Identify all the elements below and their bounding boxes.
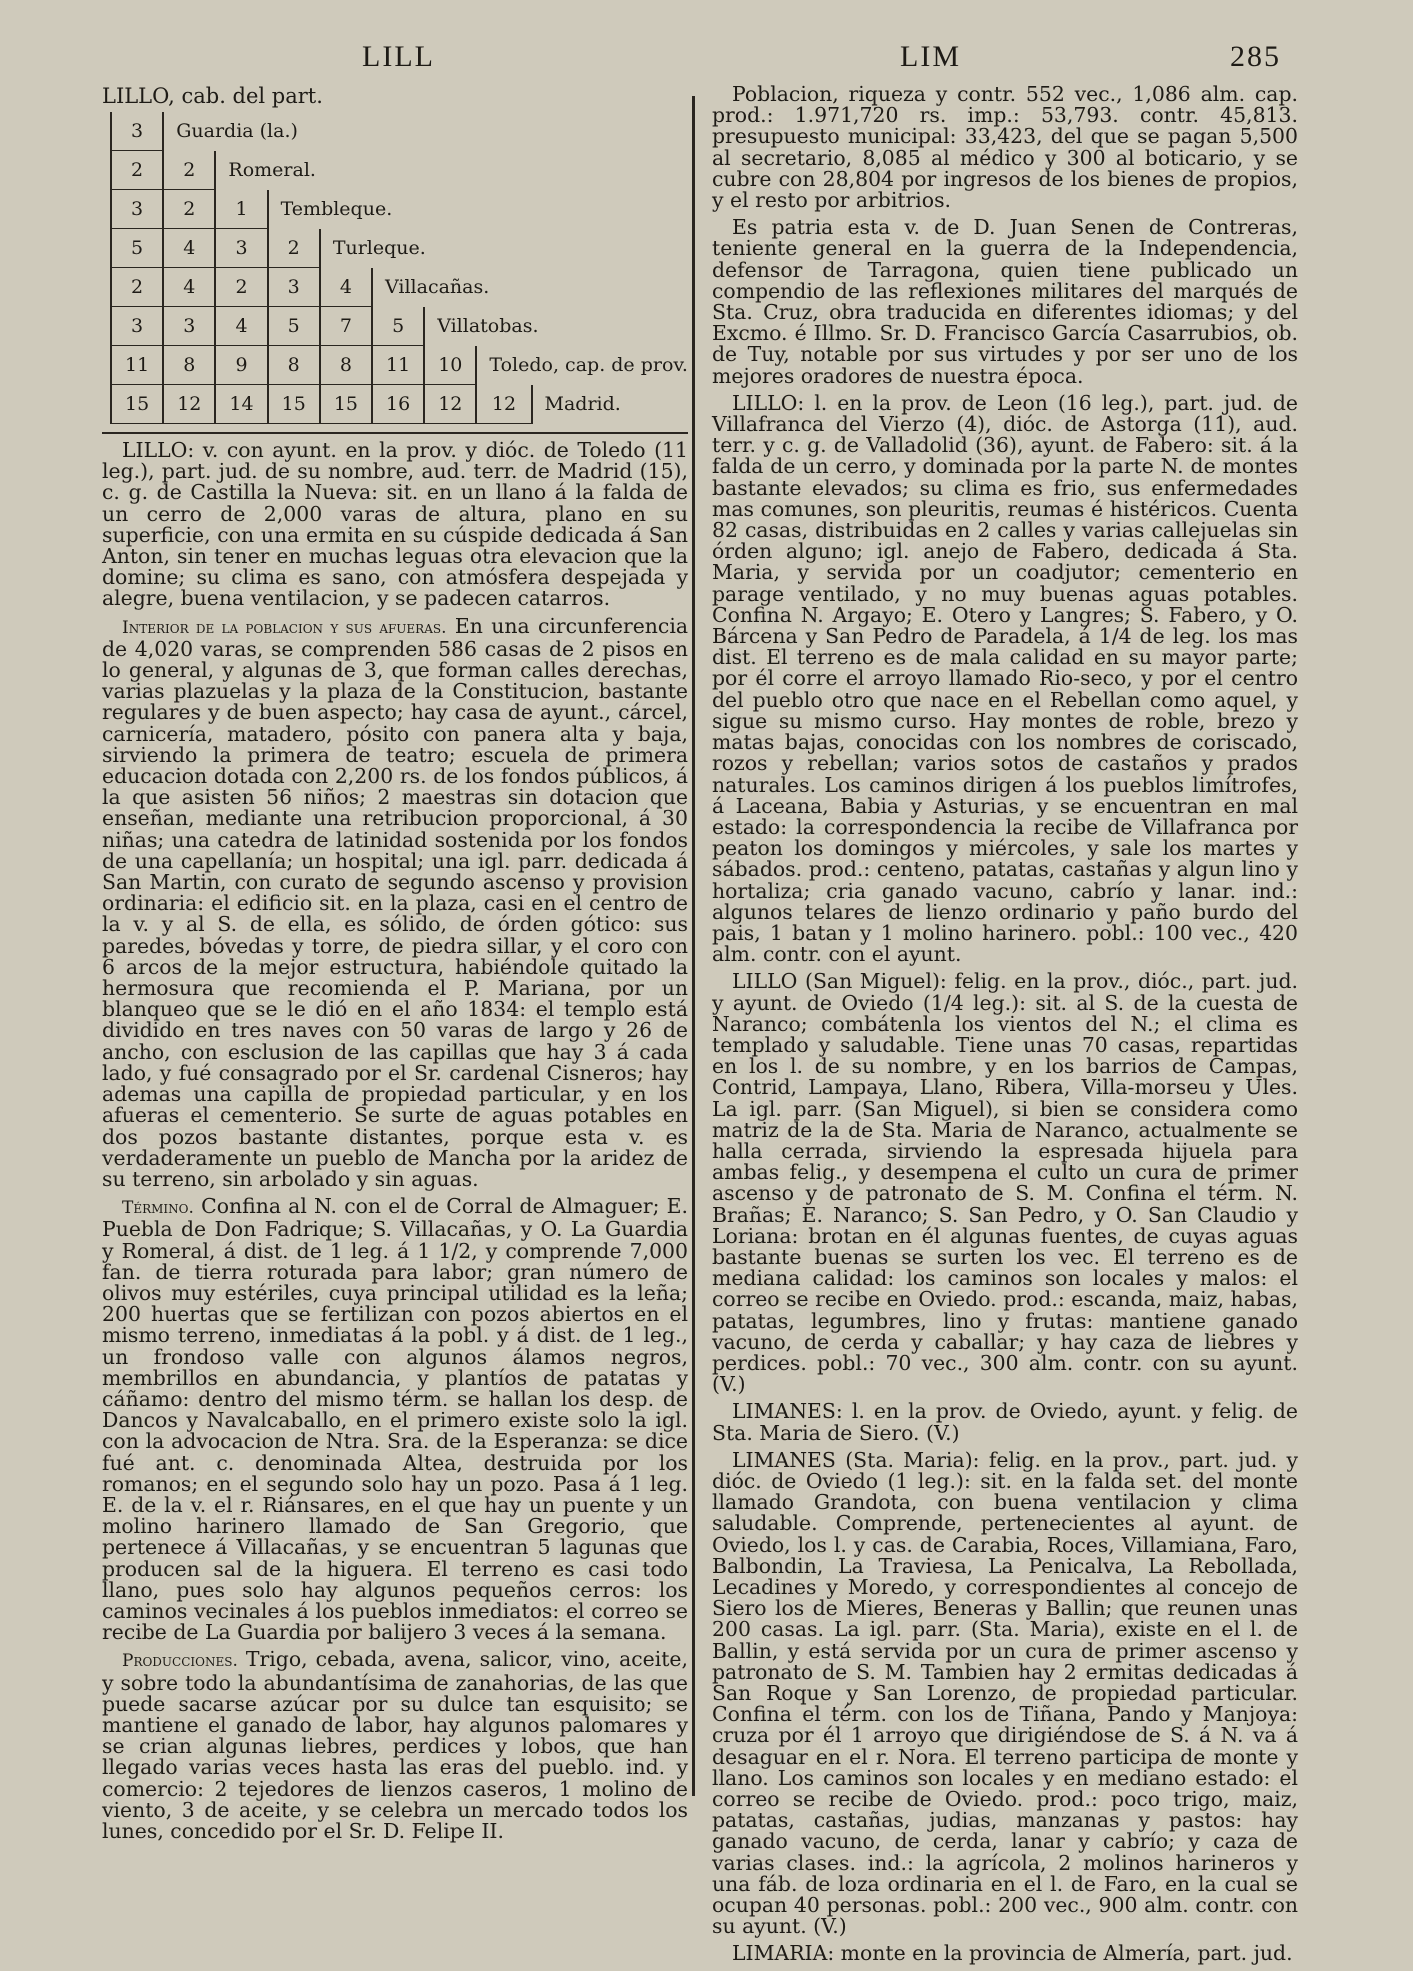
distance-cell: 4 [163, 268, 215, 307]
distance-cell: 2 [163, 151, 215, 190]
distance-row [111, 190, 688, 229]
distance-cell: 5 [268, 307, 320, 346]
section-poblacion: Poblacion, riqueza y contr. 552 vec., 1,086 alm. cap. prod.: 1.971,720 rs. imp.: 53,793. contr. 45,813. presupuesto municipal: 33,423, del que se pagan 5,500 al secretario, 8,085 al médico y 300 al boticario, y se cubre con 28,804 por ingresos de los bienes de propios, y el resto por arbitrios. [712, 82, 1298, 213]
distance-cell: 8 [320, 346, 372, 385]
distance-cell: 7 [320, 307, 372, 346]
distance-cell: 2 [215, 268, 267, 307]
distance-cell: 2 [111, 151, 163, 190]
entry-lillo-toledo: LILLO: v. con ayunt. en la prov. y dióc. de Toledo (11 leg.), part. jud. de su nombre, aud. terr. de Madrid (15), c. g. de Castilla la Nueva: sit. en un llano á la falda de un cerro de 2,000 varas de altura, plano en su superficie, con una ermita en su cúspide dedicada á San Anton, sin tener en muchas leguas otra elevacion que la domine; su clima es sano, con atmósfera despejada y alegre, buena ventilacion, y se padecen catarros. [102, 438, 688, 611]
distance-place: Toledo, cap. de prov. [476, 346, 688, 385]
section-heading: Producciones. [122, 1651, 238, 1672]
distance-place: Madrid. [532, 385, 689, 424]
distance-cell: 3 [111, 190, 163, 229]
running-head-left: LILL [362, 40, 435, 73]
entry-lillo-san-miguel: LILLO (San Miguel): felig. en la prov., dióc., part. jud. y ayunt. de Oviedo (1/4 leg.): sit. al S. de la cuesta de Naranco; combátenla los vientos del N.; el clima es templado y saludable. Tiene unas 70 casas, repartidas en los l. de su nombre, y en los barrios de Campas, Contrid, Lampaya, Llano, Ribera, Villa-morseu y Ules. La igl. parr. (San Miguel), si bien se considera como matriz de la de Sta. Maria de Naranco, actualmente se halla cerrada, sirviendo la espresada hijuela para ambas felig., y desempena el culto un cura de primer ascenso y de patronato de S. M. Confina el térm. N. Brañas; E. Naranco; S. San Pedro, y O. San Claudio y Loriana: brotan en él algunas fuentes, de cuyas aguas bastante buenas se surten los vec. El terreno es de mediana calidad: los caminos son locales y malos: el correo se recibe en Oviedo. prod.: escanda, maiz, habas, patatas, legumbres, lino y frutas: mantiene ganado vacuno, de cerda y caballar; y hay caza de liebres y perdices. pobl.: 70 vec., 300 alm. contr. con su ayunt. (V.) [712, 969, 1298, 1397]
distance-cell: 15 [111, 385, 163, 424]
distance-row [111, 346, 688, 385]
entry-limaria: LIMARIA: monte en la provincia de Almería, part. jud. [732, 1941, 1293, 1966]
distance-place: Romeral. [215, 151, 688, 190]
entry-limanes-sta-maria: LIMANES (Sta. Maria): felig. en la prov., part. jud. y dióc. de Oviedo (1 leg.): sit. en la falda set. del monte llamado Grandota, con buena ventilacion y clima saludable. Comprende, pertenecientes al ayunt. de Oviedo, los l. y cas. de Carabia, Roces, Villamiana, Faro, Balbondin, La Traviesa, La Penicalva, La Rebollada, Lecadines y Moredo, y correspondientes al concejo de Siero los de Mieres, Beneras y Ballin; que reunen unas 200 casas. La igl. parr. (Sta. Maria), existe en el l. de Ballin, y está servida por un cura de primer ascenso y patronato de S. M. Tambien hay 2 ermitas dedicadas á San Roque y San Lorenzo, de propiedad particular. Confina el térm. con los de Tiñana, Pando y Manjoya: cruza por él 1 arroyo que dirigiéndose de S. á N. va á desaguar en el r. Nora. El terreno participa de monte y llano. Los caminos son locales y en mediano estado: el correo se recibe de Oviedo. prod.: poco trigo, maiz, patatas, castañas, judias, manzanas y pastos: hay ganado vacuno, de cerda, lanar y cabrío; y caza de varias clases. ind.: la agrícola, 2 molinos harineros y una fáb. de loza ordinaria en el l. de Faro, en la cual se ocupan 40 personas. pobl.: 200 vec., 900 alm. contr. con su ayunt. (V.) [712, 1447, 1298, 1939]
distance-cell: 12 [424, 385, 476, 424]
distance-cell: 1 [215, 190, 267, 229]
left-column [102, 84, 688, 1848]
distance-row [111, 385, 688, 424]
distance-cell: 15 [268, 385, 320, 424]
distance-cell: 10 [424, 346, 476, 385]
section-heading: Término. [122, 1198, 194, 1219]
distance-row [111, 307, 688, 346]
distance-place: Tembleque. [268, 190, 688, 229]
distance-cell: 3 [111, 307, 163, 346]
distance-cell: 12 [476, 385, 531, 424]
running-head-center: LIM [900, 40, 961, 73]
distance-table-title: LILLO, cab. del part. [102, 84, 323, 108]
page-number: 285 [1230, 40, 1281, 73]
distance-cell: 8 [163, 346, 215, 385]
distance-cell: 2 [111, 268, 163, 307]
distance-cell: 8 [268, 346, 320, 385]
distance-row [111, 268, 688, 307]
distance-cell: 3 [163, 307, 215, 346]
distance-place: Turleque. [320, 229, 688, 268]
distance-cell: 14 [215, 385, 267, 424]
section-patria: Es patria esta v. de D. Juan Senen de Contreras, teniente general en la guerra de la Independencia, defensor de Tarragona, quien tiene publicado un compendio de las reflexiones militares del marqués de Sta. Cruz, obra traducida en diferentes idiomas; y del Excmo. é Illmo. Sr. D. Francisco García Casarrubios, ob. de Tuy, notable por sus virtudes y por ser uno de los mejores oradores de nuestra época. [712, 215, 1298, 388]
entry-limanes: LIMANES: l. en la prov. de Oviedo, ayunt. y felig. de Sta. Maria de Siero. (V.) [712, 1399, 1298, 1445]
distance-cell: 3 [215, 229, 267, 268]
distance-cell: 5 [111, 229, 163, 268]
entry-lillo-leon: LILLO: l. en la prov. de Leon (16 leg.), part. jud. de Villafranca del Vierzo (4), dióc. de Astorga (11), aud. terr. y c. g. de Valladolid (36), ayunt. de Fabero: sit. á la falda de un cerro, y dominada por la parte N. de montes bastante elevados; su clima es frio, sus enfermedades mas comunes, son pleuritis, reumas é histéricos. Cuenta 82 casas, distribuidas en 2 calles y varias callejuelas sin órden alguno; igl. anejo de Fabero, dedicada á Sta. Maria, y servida por un coadjutor; cementerio en parage ventilado, y no muy buenas aguas potables. Confina N. Argayo; E. Otero y Langres; S. Fabero, y O. Bárcena y San Pedro de Paradela, á 1/4 de leg. los mas dist. El terreno es de mala calidad en su mayor parte; por él corre el arroyo llamado Rio-seco, y por el centro del pueblo otro que nace en el Rebellan como aquel, y sigue su mismo curso. Hay montes de roble, brezo y matas bajas, conocidas con los nombres de coriscado, rozos y rebellan; varios sotos de castaños y prados naturales. Los caminos dirigen á los pueblos limítrofes, á Laceana, Babia y Asturias, y se encuentran en mal estado: la correspondencia la recibe de Villafranca por peaton los domingos y miércoles, y sale los martes y sábados. prod.: centeno, patatas, castañas y algun lino y hortaliza; cria ganado vacuno, cabrío y lanar. ind.: algunos telares de lienzo ordinario y paño burdo del pais, 1 batan y 1 molino harinero. pobl.: 100 vec., 420 alm. contr. con el ayunt. [712, 390, 1298, 967]
distance-cell: 4 [215, 307, 267, 346]
distance-cell: 9 [215, 346, 267, 385]
distance-cell: 2 [163, 190, 215, 229]
distance-cell: 11 [372, 346, 424, 385]
distance-table [110, 112, 688, 424]
section-producciones: Producciones. Trigo, cebada, avena, salicor, vino, aceite, y sobre todo la abundantísima de zanahorias, de las que puede sacarse azúcar por su dulce tan esquisito; se mantiene el ganado de labor, hay algunos palomares y se crian algunas liebres, perdices y lobos, que han llegado varias veces hasta las eras del pueblo. ind. y comercio: 2 tejedores de lienzos caseros, 1 molino de viento, 3 de aceite, y se celebra un mercado todos los lunes, concedido por el Sr. D. Felipe II. [102, 1647, 688, 1843]
distance-place: Guardia (la.) [163, 112, 688, 151]
distance-cell: 3 [111, 112, 163, 151]
distance-cell: 4 [163, 229, 215, 268]
distance-cell: 16 [372, 385, 424, 424]
distance-row [111, 229, 688, 268]
distance-cell: 5 [372, 307, 424, 346]
distance-row [111, 112, 688, 151]
table-rule [102, 432, 688, 434]
distance-cell: 2 [268, 229, 320, 268]
distance-cell: 3 [268, 268, 320, 307]
column-divider [692, 96, 695, 1796]
distance-cell: 15 [320, 385, 372, 424]
distance-cell: 4 [320, 268, 372, 307]
section-termino: Término. Confina al N. con el de Corral de Almaguer; E. Puebla de Don Fadrique; S. Villacañas, y O. La Guardia y Romeral, á dist. de 1 leg. á 1 1/2, y comprende 7,000 fan. de tierra roturada para labor; gran número de olivos muy estériles, cuya principal utilidad es la leña; 200 huertas que se fertilizan con pozos abiertos en el mismo terreno, inmediatas á la pobl. y á dist. de 1 leg., un frondoso valle con algunos álamos negros, membrillos en abundancia, y plantíos de patatas y cáñamo: dentro del mismo térm. se hallan los desp. de Dancos y Navalcaballo, en el primero existe solo la igl. con la advocacion de Ntra. Sra. de la Esperanza: se dice fué ant. c. denominada Altea, destruida por los romanos; en el segundo solo hay un pozo. Pasa á 1 leg. E. de la v. el r. Riánsares, en el que hay un puente y un molino harinero llamado de San Gregorio, que pertenece á Villacañas, y se encuentran 5 lagunas que producen sal de la higuera. El terreno es casi todo llano, pues solo hay algunos pequeños cerros: los caminos vecinales á los pueblos inmediatos: el correo se recibe de La Guardia por balijero 3 veces á la semana. [102, 1194, 688, 1645]
distance-place: Villatobas. [424, 307, 688, 346]
section-heading: Interior de la poblacion y sus afueras. [122, 617, 447, 638]
distance-cell: 12 [163, 385, 215, 424]
section-interior: Interior de la poblacion y sus afueras. En una circunferencia de 4,020 varas, se comprenden 586 casas de 2 pisos en lo general, y algunas de 3, que forman calles derechas, varias plazuelas y la plaza de la Constitucion, bastante regulares y de buen aspecto; hay casa de ayunt., cárcel, carnicería, matadero, pósito con panera alta y baja, sirviendo la primera de teatro; escuela de primera educacion dotada con 2,200 rs. de los fondos públicos, á la que asisten 56 niños; 2 maestras sin dotacion que enseñan, mediante una retribucion proporcional, á 30 niñas; una catedra de latinidad sostenida por los fondos de una capellanía; un hospital; una igl. parr. dedicada á San Martin, con curato de segundo ascenso y provision ordinaria: el edificio sit. en la plaza, casi en el centro de la v. y al S. de ella, es sólido, de órden gótico: sus paredes, bóvedas y torre, de piedra sillar, y el coro con 6 arcos de la mejor estructura, habiéndole quitado la hermosura que recomienda el P. Mariana, por un blanqueo que se le dió en el año 1834: el templo está dividido en tres naves con 50 varas de largo y 26 de ancho, con esclusion de las capillas que hay 3 á cada lado, y fué consagrado por el Sr. cardenal Cisneros; hay ademas una capilla de propiedad particular, y en los afueras el cementerio. Se surte de aguas potables en dos pozos bastante distantes, porque esta v. es verdaderamente un pueblo de Mancha por la aridez de su terreno, sin arbolado y sin aguas. [102, 613, 689, 1191]
page-header [0, 40, 1413, 80]
distance-row [111, 151, 688, 190]
right-column [712, 84, 1298, 1971]
distance-place: Villacañas. [372, 268, 688, 307]
distance-cell: 11 [111, 346, 163, 385]
